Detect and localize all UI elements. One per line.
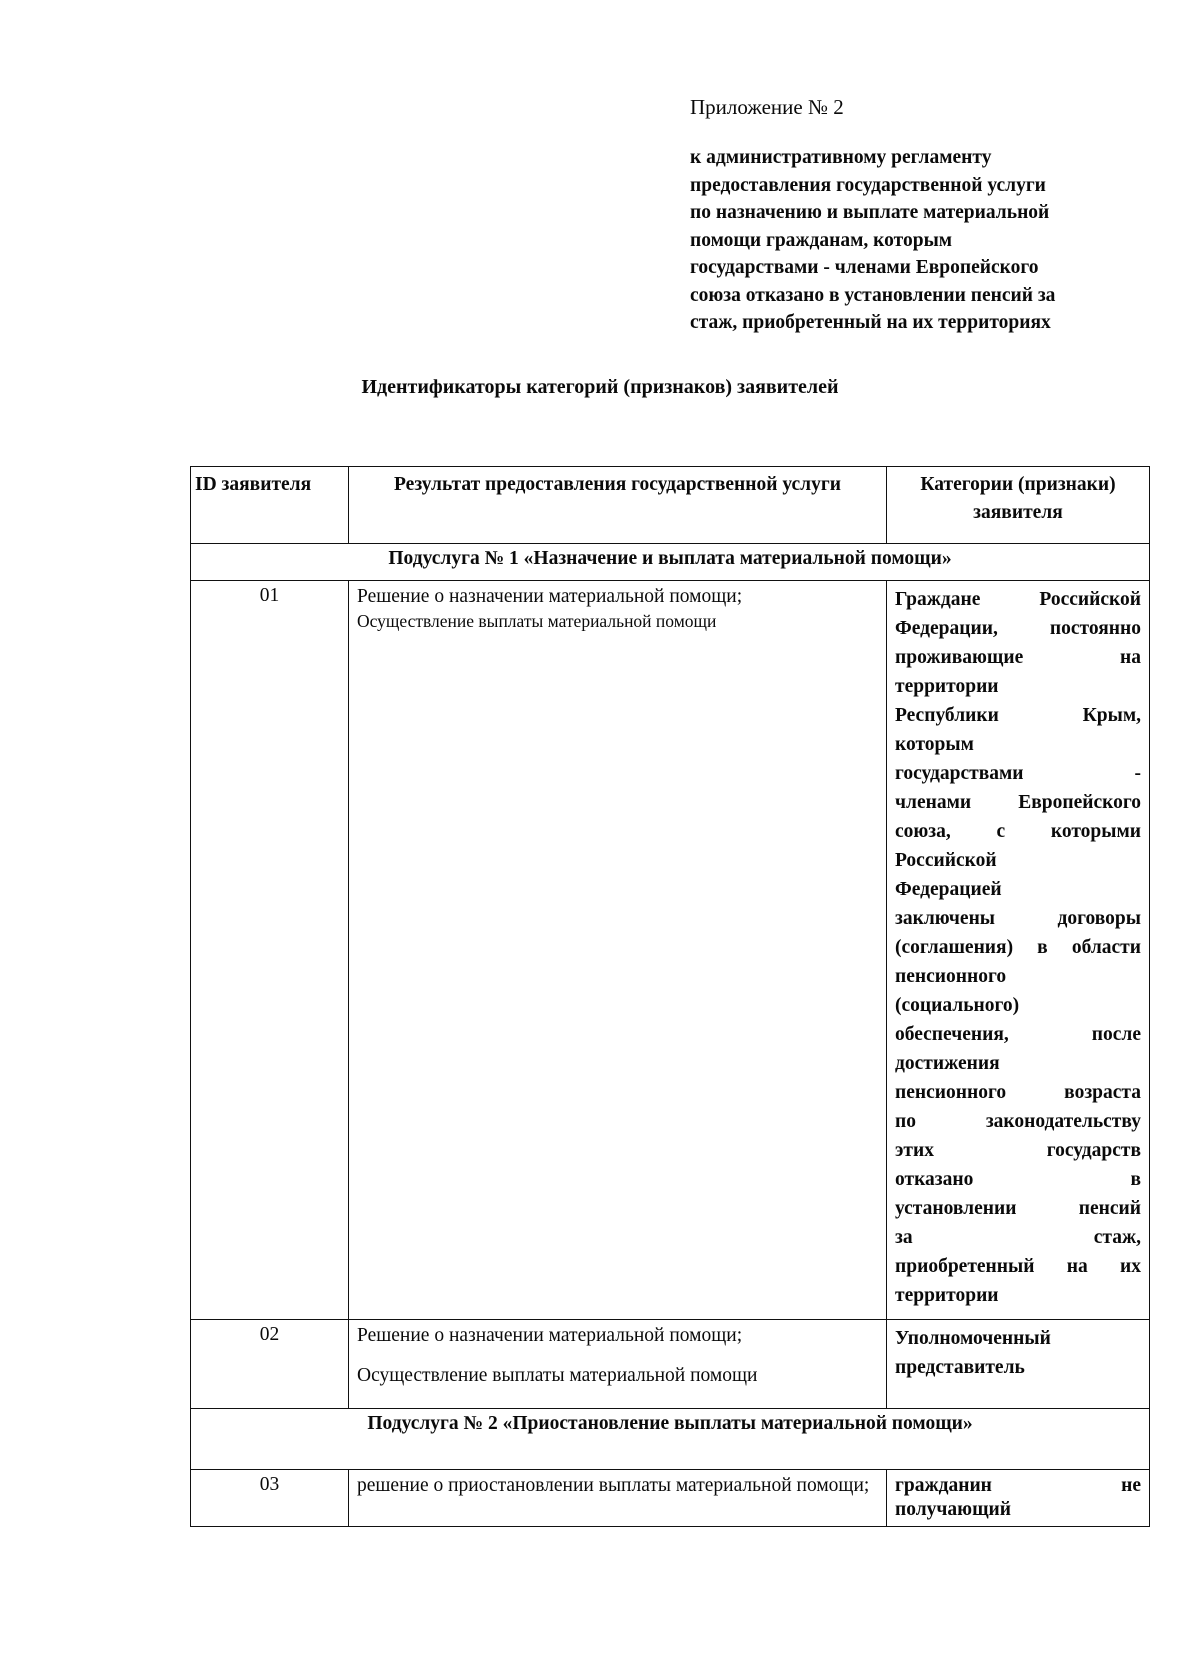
category-line: Уполномоченный [895,1328,1051,1349]
category-line: представитель [895,1357,1025,1378]
appendix-title: Приложение № 2 [690,95,844,119]
category-cell [887,581,1150,1320]
category-line: проживающие на [895,647,1141,668]
appendix-line: государствами - членами Европейского [690,257,1039,278]
category-line: союза, с которыми [895,821,1141,842]
category-line: по законодательству [895,1111,1141,1132]
category-line: получающий [895,1499,1012,1520]
category-line: гражданин не [895,1475,1141,1496]
category-line: за стаж, [895,1227,1141,1248]
applicant-id: 02 [191,1320,349,1409]
applicant-id: 01 [191,581,349,1320]
category-line: (соглашения) в области [895,937,1141,958]
category-line: Российской [895,850,997,871]
appendix-line: помощи гражданам, которым [690,229,953,251]
appendix-line: к административному регламенту [690,147,992,168]
appendix-line: предоставления государственной услуги [690,174,1046,196]
category-line: территории [895,676,999,697]
subservice-row [191,1409,1150,1470]
appendix-text [690,144,1160,337]
category-line: пенсионного [895,966,1007,987]
category-line: (социального) [895,995,1020,1016]
applicant-id-table [190,466,1150,1527]
result-cell [349,1320,887,1409]
category-line: Республики Крым, [895,705,1141,726]
category-line: приобретенный на их [895,1256,1141,1277]
category-line: достижения [895,1053,1000,1074]
category-line: Федерацией [895,879,1002,900]
category-line: членами Европейского [895,792,1141,813]
category-cell [887,1470,1150,1527]
category-line: Федерации, постоянно [895,618,1141,639]
subservice-row [191,544,1150,581]
appendix-block [690,95,1160,337]
table-row [191,1470,1150,1527]
header-result: Результат предоставления государственной услуги [349,467,887,544]
applicant-id: 03 [191,1470,349,1527]
appendix-line: союза отказано в установлении пенсий за [690,284,1056,306]
category-line: обеспечения, после [895,1024,1141,1045]
table-row [191,1320,1150,1409]
table-row [191,581,1150,1320]
category-line: установлении пенсий [895,1198,1141,1219]
category-line: пенсионного возраста [895,1082,1141,1103]
subservice-1-title: Подуслуга № 1 «Назначение и выплата материальной помощи» [191,544,1150,581]
result-line: Решение о назначении материальной помощи; [357,1325,743,1346]
appendix-line: по назначению и выплате материальной [690,202,1050,223]
category-line: территории [895,1285,999,1306]
result-cell: решение о приостановлении выплаты материальной помощи; [349,1470,887,1527]
header-id: ID заявителя [191,467,349,544]
table-header-row [191,467,1150,544]
result-cell [349,581,887,1320]
category-line: отказано в [895,1169,1141,1190]
category-line: этих государств [895,1140,1141,1161]
result-line: Решение о назначении материальной помощи; [357,586,743,607]
result-line: Осуществление выплаты материальной помощи [357,1365,758,1386]
category-line: Граждане Российской [895,589,1141,610]
category-line: заключены договоры [895,908,1141,929]
appendix-line: стаж, приобретенный на их территориях [690,312,1051,333]
result-line: Осуществление выплаты материальной помощи [357,611,717,631]
document-title: Идентификаторы категорий (признаков) заявителей [361,376,839,398]
category-line: которым [895,734,974,755]
header-category: Категории (признаки) заявителя [887,467,1150,544]
category-cell [887,1320,1150,1409]
subservice-2-title: Подуслуга № 2 «Приостановление выплаты материальной помощи» [191,1409,1150,1470]
category-line: государствами - [895,763,1141,784]
